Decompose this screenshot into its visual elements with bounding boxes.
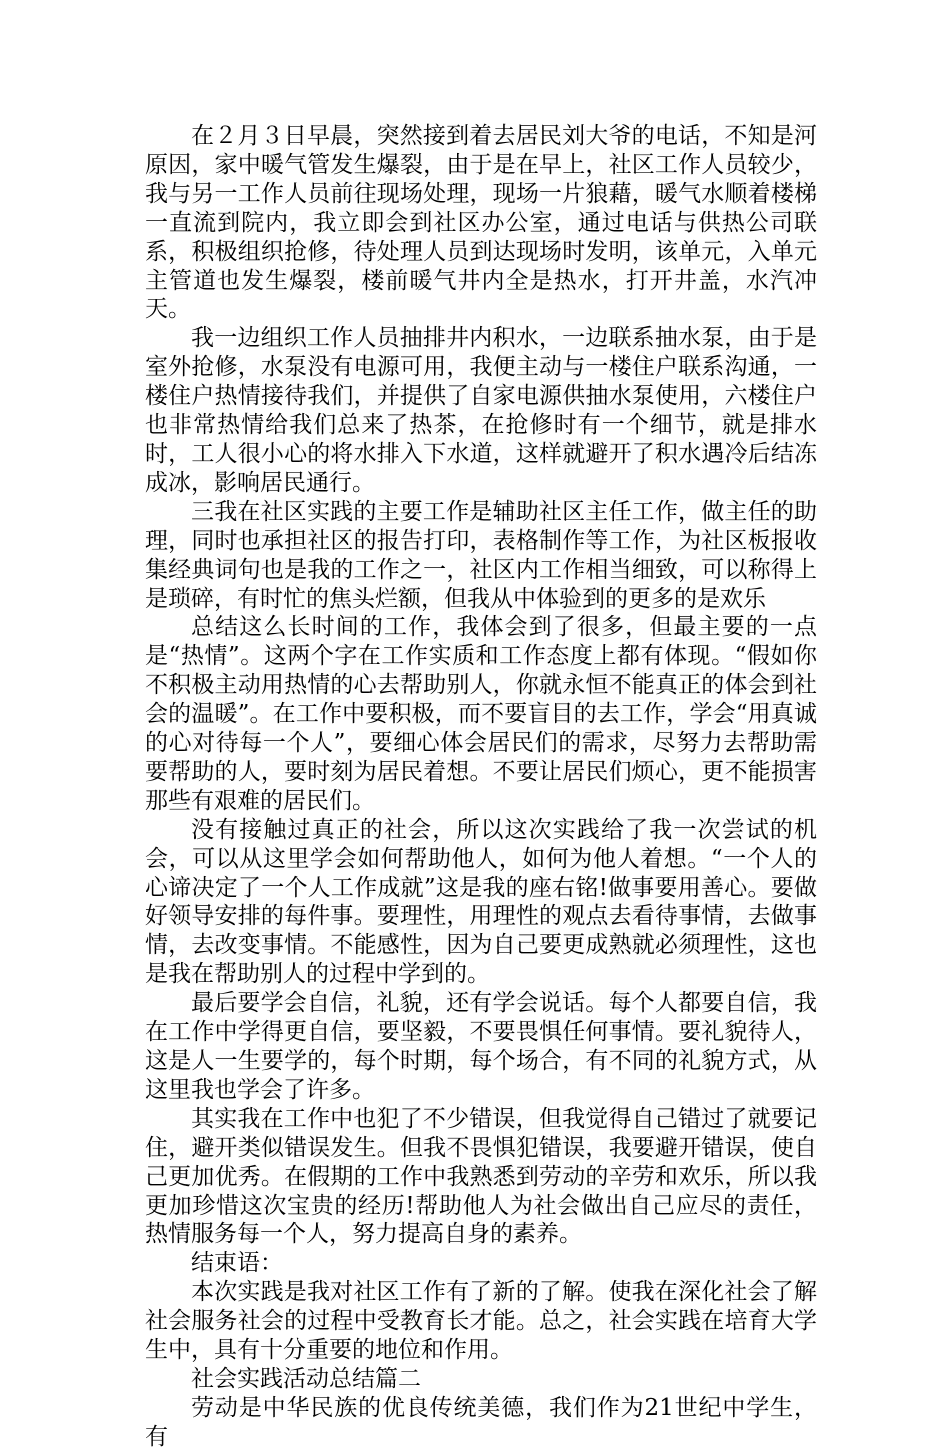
paragraph-main-duties: 三我在社区实践的主要工作是辅助社区主任工作，做主任的助理，同时也承担社区的报告打印，表格制作等工作，为社区板报收集经典词句也是我的工作之一，社区内工作相当细致，可以称得上是琐碎，有时忙的焦头烂额，但我从中体验到的更多的是欢乐 (145, 498, 817, 612)
paragraph-labor-tradition: 劳动是中华民族的优良传统美德，我们作为21世纪中学生，有 (145, 1394, 817, 1450)
section-heading-conclusion: 结束语： (191, 1250, 283, 1277)
paragraph-mistakes-learning: 其实我在工作中也犯了不少错误，但我觉得自己错过了就要记住，避开类似错误发生。但我不畏惧犯错误，我要避开错误，使自己更加优秀。在假期的工作中我熟悉到劳动的辛劳和欢乐，所以我更加珍惜这次宝贵的经历!帮助他人为社会做出自己应尽的责任，热情服务每一个人，努力提高自身的素养。 (145, 1105, 817, 1248)
paragraph-enthusiasm-summary: 总结这么长时间的工作，我体会到了很多，但最主要的一点是“热情”。这两个字在工作实质和工作态度上都有体现。“假如你不积极主动用热情的心去帮助别人，你就永恒不能真正的体会到社会的温暖”。在工作中要积极，而不要盲目的去工作，学会“用真诚的心对待每一个人”，要细心体会居民们的需求，尽努力去帮助需要帮助的人，要时刻为居民着想。不要让居民们烦心，更不能损害那些有艰难的居民们。 (145, 614, 817, 814)
paragraph-drainage-work: 我一边组织工作人员抽排井内积水，一边联系抽水泵，由于是室外抢修，水泵没有电源可用，我便主动与一楼住户联系沟通，一楼住户热情接待我们，并提供了自家电源供抽水泵使用，六楼住户也非常热情给我们总来了热茶，在抢修时有一个细节，就是排水时，工人很小心的将水排入下水道，这样就避开了积水遇冷后结冻成冰，影响居民通行。 (145, 325, 817, 496)
paragraph-conclusion: 本次实践是我对社区工作有了新的了解。使我在深化社会了解社会服务社会的过程中受教育长才能。总之，社会实践在培育大学生中，具有十分重要的地位和作用。 (145, 1279, 817, 1364)
paragraph-burst-pipe-incident: 在２月３日早晨，突然接到着去居民刘大爷的电话，不知是河原因，家中暖气管发生爆裂，由于是在早上，社区工作人员较少，我与另一工作人员前往现场处理，现场一片狼藉，暖气水顺着楼梯一直流到院内，我立即会到社区办公室，通过电话与供热公司联系，积极组织抢修，待处理人员到达现场时发明，该单元，入单元主管道也发生爆裂，楼前暖气井内全是热水，打开井盖，水汽冲天。 (145, 123, 817, 323)
paragraph-first-society-experience: 没有接触过真正的社会，所以这次实践给了我一次尝试的机会，可以从这里学会如何帮助他人，如何为他人着想。“一个人的心谛决定了一个人工作成就”这是我的座右铭!做事要用善心。要做好领导安排的每件事。要理性，用理性的观点去看待事情，去做事情，去改变事情。不能感性，因为自己要更成熟就必须理性，这也是我在帮助别人的过程中学到的。 (145, 816, 817, 988)
paragraph-confidence-politeness: 最后要学会自信，礼貌，还有学会说话。每个人都要自信，我在工作中学得更自信，要坚毅，不要畏惧任何事情。要礼貌待人，这是人一生要学的，每个时期，每个场合，有不同的礼貌方式，从这里我也学会了许多。 (145, 990, 817, 1103)
document-page (145, 122, 817, 1452)
section-heading-part-two: 社会实践活动总结篇二 (191, 1365, 421, 1392)
